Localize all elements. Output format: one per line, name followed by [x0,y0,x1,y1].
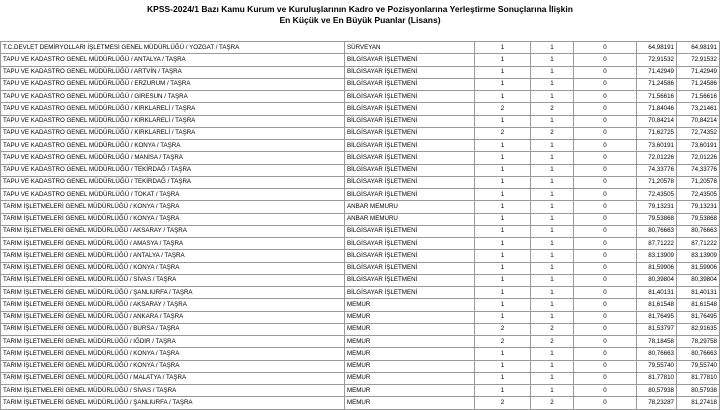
institution-cell: TARIM İŞLETMELERİ GENEL MÜDÜRLÜĞÜ / MALATYA / TAŞRA [1,372,345,384]
min-score-cell: 74,33776 [637,164,677,176]
placed-cell: 1 [531,42,574,54]
table-row [1,103,720,115]
table-row [1,225,720,237]
table-row [1,201,720,213]
position-cell: BİLGİSAYAR İŞLETMENİ [345,54,475,66]
vacant-cell: 0 [574,287,637,299]
document-title [0,0,720,38]
max-score-cell: 72,91532 [677,54,720,66]
table-row [1,42,720,54]
institution-cell: TARIM İŞLETMELERİ GENEL MÜDÜRLÜĞÜ / BURSA / TAŞRA [1,323,345,335]
position-cell: BİLGİSAYAR İŞLETMENİ [345,225,475,237]
min-score-cell: 78,18458 [637,336,677,348]
table-row [1,78,720,90]
vacant-cell: 0 [574,78,637,90]
placed-cell: 1 [531,140,574,152]
max-score-cell: 81,27418 [677,397,720,409]
vacant-cell: 0 [574,140,637,152]
placed-cell: 2 [531,397,574,409]
quota-cell: 1 [475,91,531,103]
placed-cell: 1 [531,274,574,286]
position-cell: BİLGİSAYAR İŞLETMENİ [345,274,475,286]
quota-cell: 1 [475,238,531,250]
placed-cell: 1 [531,54,574,66]
institution-cell: TAPU VE KADASTRO GENEL MÜDÜRLÜĞÜ / ERZURUM / TAŞRA [1,78,345,90]
institution-cell: TAPU VE KADASTRO GENEL MÜDÜRLÜĞÜ / ANTALYA / TAŞRA [1,54,345,66]
table-row [1,176,720,188]
institution-cell: TARIM İŞLETMELERİ GENEL MÜDÜRLÜĞÜ / KONYA / TAŞRA [1,360,345,372]
table-row [1,127,720,139]
max-score-cell: 87,71222 [677,238,720,250]
max-score-cell: 81,40131 [677,287,720,299]
table-row [1,311,720,323]
table-row [1,336,720,348]
title-line-2: En Küçük ve En Büyük Puanlar (Lisans) [279,15,441,25]
min-score-cell: 80,39804 [637,274,677,286]
institution-cell: TARIM İŞLETMELERİ GENEL MÜDÜRLÜĞÜ / ANTALYA / TAŞRA [1,250,345,262]
quota-cell: 1 [475,115,531,127]
institution-cell: TARIM İŞLETMELERİ GENEL MÜDÜRLÜĞÜ / KONYA / TAŞRA [1,348,345,360]
quota-cell: 1 [475,262,531,274]
position-cell: BİLGİSAYAR İŞLETMENİ [345,103,475,115]
quota-cell: 2 [475,127,531,139]
placed-cell: 1 [531,238,574,250]
position-cell: MEMUR [345,336,475,348]
min-score-cell: 81,53797 [637,323,677,335]
institution-cell: TARIM İŞLETMELERİ GENEL MÜDÜRLÜĞÜ / IĞDIR / TAŞRA [1,336,345,348]
min-score-cell: 79,53868 [637,213,677,225]
table-row [1,152,720,164]
placed-cell: 1 [531,348,574,360]
vacant-cell: 0 [574,323,637,335]
quota-cell: 1 [475,250,531,262]
vacant-cell: 0 [574,385,637,397]
placed-cell: 1 [531,78,574,90]
institution-cell: TARIM İŞLETMELERİ GENEL MÜDÜRLÜĞÜ / ANKARA / TAŞRA [1,311,345,323]
position-cell: MEMUR [345,299,475,311]
placed-cell: 1 [531,189,574,201]
quota-cell: 2 [475,336,531,348]
table-row [1,213,720,225]
quota-cell: 1 [475,164,531,176]
placed-cell: 2 [531,127,574,139]
table-row [1,348,720,360]
max-score-cell: 80,57938 [677,385,720,397]
results-table-body [1,42,720,410]
position-cell: MEMUR [345,360,475,372]
institution-cell: TAPU VE KADASTRO GENEL MÜDÜRLÜĞÜ / KONYA / TAŞRA [1,140,345,152]
quota-cell: 1 [475,201,531,213]
quota-cell: 1 [475,78,531,90]
max-score-cell: 74,33776 [677,164,720,176]
institution-cell: TARIM İŞLETMELERİ GENEL MÜDÜRLÜĞÜ / AKSARAY / TAŞRA [1,225,345,237]
vacant-cell: 0 [574,91,637,103]
quota-cell: 1 [475,287,531,299]
table-row [1,164,720,176]
table-row [1,54,720,66]
position-cell: MEMUR [345,323,475,335]
placed-cell: 2 [531,336,574,348]
table-row [1,360,720,372]
position-cell: BİLGİSAYAR İŞLETMENİ [345,127,475,139]
min-score-cell: 71,56616 [637,91,677,103]
position-cell: BİLGİSAYAR İŞLETMENİ [345,66,475,78]
position-cell: BİLGİSAYAR İŞLETMENİ [345,238,475,250]
vacant-cell: 0 [574,274,637,286]
max-score-cell: 80,39804 [677,274,720,286]
quota-cell: 2 [475,323,531,335]
max-score-cell: 78,29758 [677,336,720,348]
quota-cell: 1 [475,140,531,152]
max-score-cell: 81,76495 [677,311,720,323]
max-score-cell: 81,77810 [677,372,720,384]
title-line-1: KPSS-2024/1 Bazı Kamu Kurum ve Kuruluşlarının Kadro ve Pozisyonlarına Yerleştirme Sonuçlarına İlişkin [147,4,573,14]
max-score-cell: 80,76663 [677,348,720,360]
table-row [1,238,720,250]
quota-cell: 1 [475,66,531,78]
table-row [1,372,720,384]
max-score-cell: 80,76663 [677,225,720,237]
quota-cell: 1 [475,348,531,360]
max-score-cell: 71,24586 [677,78,720,90]
position-cell: MEMUR [345,372,475,384]
max-score-cell: 71,42949 [677,66,720,78]
position-cell: BİLGİSAYAR İŞLETMENİ [345,164,475,176]
min-score-cell: 78,23287 [637,397,677,409]
table-row [1,66,720,78]
placed-cell: 1 [531,164,574,176]
placed-cell: 2 [531,103,574,115]
table-row [1,115,720,127]
placed-cell: 1 [531,152,574,164]
position-cell: BİLGİSAYAR İŞLETMENİ [345,78,475,90]
vacant-cell: 0 [574,372,637,384]
vacant-cell: 0 [574,176,637,188]
position-cell: BİLGİSAYAR İŞLETMENİ [345,262,475,274]
vacant-cell: 0 [574,115,637,127]
placed-cell: 1 [531,262,574,274]
quota-cell: 1 [475,225,531,237]
institution-cell: TARIM İŞLETMELERİ GENEL MÜDÜRLÜĞÜ / ŞANLIURFA / TAŞRA [1,287,345,299]
table-row [1,299,720,311]
quota-cell: 2 [475,103,531,115]
placed-cell: 1 [531,115,574,127]
max-score-cell: 72,74352 [677,127,720,139]
institution-cell: TAPU VE KADASTRO GENEL MÜDÜRLÜĞÜ / TEKİRDAĞ / TAŞRA [1,176,345,188]
position-cell: SÜRVEYAN [345,42,475,54]
min-score-cell: 79,13231 [637,201,677,213]
placed-cell: 1 [531,250,574,262]
min-score-cell: 81,77810 [637,372,677,384]
max-score-cell: 70,84214 [677,115,720,127]
institution-cell: TARIM İŞLETMELERİ GENEL MÜDÜRLÜĞÜ / SİVAS / TAŞRA [1,385,345,397]
placed-cell: 1 [531,91,574,103]
min-score-cell: 72,43505 [637,189,677,201]
table-row [1,287,720,299]
min-score-cell: 83,13909 [637,250,677,262]
quota-cell: 1 [475,385,531,397]
vacant-cell: 0 [574,225,637,237]
max-score-cell: 82,91635 [677,323,720,335]
min-score-cell: 71,84046 [637,103,677,115]
position-cell: BİLGİSAYAR İŞLETMENİ [345,91,475,103]
vacant-cell: 0 [574,360,637,372]
quota-cell: 1 [475,299,531,311]
table-row [1,397,720,409]
min-score-cell: 72,91532 [637,54,677,66]
table-row [1,323,720,335]
min-score-cell: 71,20578 [637,176,677,188]
vacant-cell: 0 [574,348,637,360]
position-cell: MEMUR [345,385,475,397]
vacant-cell: 0 [574,397,637,409]
position-cell: ANBAR MEMURU [345,201,475,213]
vacant-cell: 0 [574,189,637,201]
placed-cell: 1 [531,66,574,78]
placed-cell: 2 [531,323,574,335]
placed-cell: 1 [531,372,574,384]
position-cell: ANBAR MEMURU [345,213,475,225]
institution-cell: TARIM İŞLETMELERİ GENEL MÜDÜRLÜĞÜ / ŞANLIURFA / TAŞRA [1,397,345,409]
vacant-cell: 0 [574,152,637,164]
institution-cell: TARIM İŞLETMELERİ GENEL MÜDÜRLÜĞÜ / KONYA / TAŞRA [1,262,345,274]
placed-cell: 1 [531,360,574,372]
max-score-cell: 83,13909 [677,250,720,262]
max-score-cell: 73,60191 [677,140,720,152]
max-score-cell: 72,01226 [677,152,720,164]
institution-cell: TAPU VE KADASTRO GENEL MÜDÜRLÜĞÜ / ARTVİN / TAŞRA [1,66,345,78]
institution-cell: TAPU VE KADASTRO GENEL MÜDÜRLÜĞÜ / KIRKLARELİ / TAŞRA [1,115,345,127]
quota-cell: 1 [475,274,531,286]
placed-cell: 1 [531,225,574,237]
min-score-cell: 72,01226 [637,152,677,164]
min-score-cell: 70,84214 [637,115,677,127]
quota-cell: 1 [475,176,531,188]
position-cell: MEMUR [345,311,475,323]
vacant-cell: 0 [574,238,637,250]
placed-cell: 1 [531,311,574,323]
table-row [1,274,720,286]
max-score-cell: 73,21461 [677,103,720,115]
min-score-cell: 80,76663 [637,348,677,360]
vacant-cell: 0 [574,250,637,262]
institution-cell: TARIM İŞLETMELERİ GENEL MÜDÜRLÜĞÜ / SİVAS / TAŞRA [1,274,345,286]
institution-cell: TAPU VE KADASTRO GENEL MÜDÜRLÜĞÜ / MANİSA / TAŞRA [1,152,345,164]
min-score-cell: 81,40131 [637,287,677,299]
min-score-cell: 71,42949 [637,66,677,78]
min-score-cell: 80,76663 [637,225,677,237]
institution-cell: TARIM İŞLETMELERİ GENEL MÜDÜRLÜĞÜ / KONYA / TAŞRA [1,213,345,225]
max-score-cell: 81,61548 [677,299,720,311]
quota-cell: 2 [475,397,531,409]
max-score-cell: 79,13231 [677,201,720,213]
position-cell: BİLGİSAYAR İŞLETMENİ [345,287,475,299]
placed-cell: 1 [531,176,574,188]
quota-cell: 1 [475,152,531,164]
min-score-cell: 87,71222 [637,238,677,250]
quota-cell: 1 [475,360,531,372]
position-cell: MEMUR [345,397,475,409]
quota-cell: 1 [475,213,531,225]
institution-cell: TAPU VE KADASTRO GENEL MÜDÜRLÜĞÜ / TOKAT / TAŞRA [1,189,345,201]
institution-cell: TARIM İŞLETMELERİ GENEL MÜDÜRLÜĞÜ / KONYA / TAŞRA [1,201,345,213]
quota-cell: 1 [475,311,531,323]
position-cell: BİLGİSAYAR İŞLETMENİ [345,140,475,152]
vacant-cell: 0 [574,103,637,115]
table-row [1,262,720,274]
vacant-cell: 0 [574,127,637,139]
min-score-cell: 64,98191 [637,42,677,54]
placed-cell: 1 [531,385,574,397]
vacant-cell: 0 [574,54,637,66]
min-score-cell: 79,55740 [637,360,677,372]
quota-cell: 1 [475,54,531,66]
position-cell: BİLGİSAYAR İŞLETMENİ [345,115,475,127]
institution-cell: TAPU VE KADASTRO GENEL MÜDÜRLÜĞÜ / KIRKLARELİ / TAŞRA [1,127,345,139]
vacant-cell: 0 [574,42,637,54]
vacant-cell: 0 [574,66,637,78]
vacant-cell: 0 [574,164,637,176]
vacant-cell: 0 [574,311,637,323]
placed-cell: 1 [531,201,574,213]
max-score-cell: 64,98191 [677,42,720,54]
min-score-cell: 80,57938 [637,385,677,397]
institution-cell: TAPU VE KADASTRO GENEL MÜDÜRLÜĞÜ / TEKİRDAĞ / TAŞRA [1,164,345,176]
institution-cell: TAPU VE KADASTRO GENEL MÜDÜRLÜĞÜ / KIRKLARELİ / TAŞRA [1,103,345,115]
min-score-cell: 81,59906 [637,262,677,274]
position-cell: BİLGİSAYAR İŞLETMENİ [345,189,475,201]
position-cell: BİLGİSAYAR İŞLETMENİ [345,176,475,188]
max-score-cell: 72,43505 [677,189,720,201]
institution-cell: T.C.DEVLET DEMİRYOLLARI İŞLETMESİ GENEL MÜDÜRLÜĞÜ / YOZGAT / TAŞRA [1,42,345,54]
institution-cell: TARIM İŞLETMELERİ GENEL MÜDÜRLÜĞÜ / AMASYA / TAŞRA [1,238,345,250]
quota-cell: 1 [475,189,531,201]
max-score-cell: 81,59906 [677,262,720,274]
min-score-cell: 81,76495 [637,311,677,323]
vacant-cell: 0 [574,201,637,213]
institution-cell: TAPU VE KADASTRO GENEL MÜDÜRLÜĞÜ / GİRESUN / TAŞRA [1,91,345,103]
quota-cell: 1 [475,42,531,54]
min-score-cell: 71,24586 [637,78,677,90]
vacant-cell: 0 [574,262,637,274]
institution-cell: TARIM İŞLETMELERİ GENEL MÜDÜRLÜĞÜ / AKSARAY / TAŞRA [1,299,345,311]
placed-cell: 1 [531,287,574,299]
table-row [1,385,720,397]
vacant-cell: 0 [574,336,637,348]
max-score-cell: 79,53868 [677,213,720,225]
table-row [1,250,720,262]
table-row [1,189,720,201]
position-cell: MEMUR [345,348,475,360]
table-row [1,140,720,152]
max-score-cell: 71,56616 [677,91,720,103]
position-cell: BİLGİSAYAR İŞLETMENİ [345,250,475,262]
max-score-cell: 71,20578 [677,176,720,188]
max-score-cell: 79,55740 [677,360,720,372]
position-cell: BİLGİSAYAR İŞLETMENİ [345,152,475,164]
placed-cell: 1 [531,213,574,225]
vacant-cell: 0 [574,299,637,311]
table-row [1,91,720,103]
quota-cell: 1 [475,372,531,384]
vacant-cell: 0 [574,213,637,225]
min-score-cell: 73,60191 [637,140,677,152]
placed-cell: 1 [531,299,574,311]
results-table [0,41,720,410]
min-score-cell: 71,62725 [637,127,677,139]
min-score-cell: 81,61548 [637,299,677,311]
